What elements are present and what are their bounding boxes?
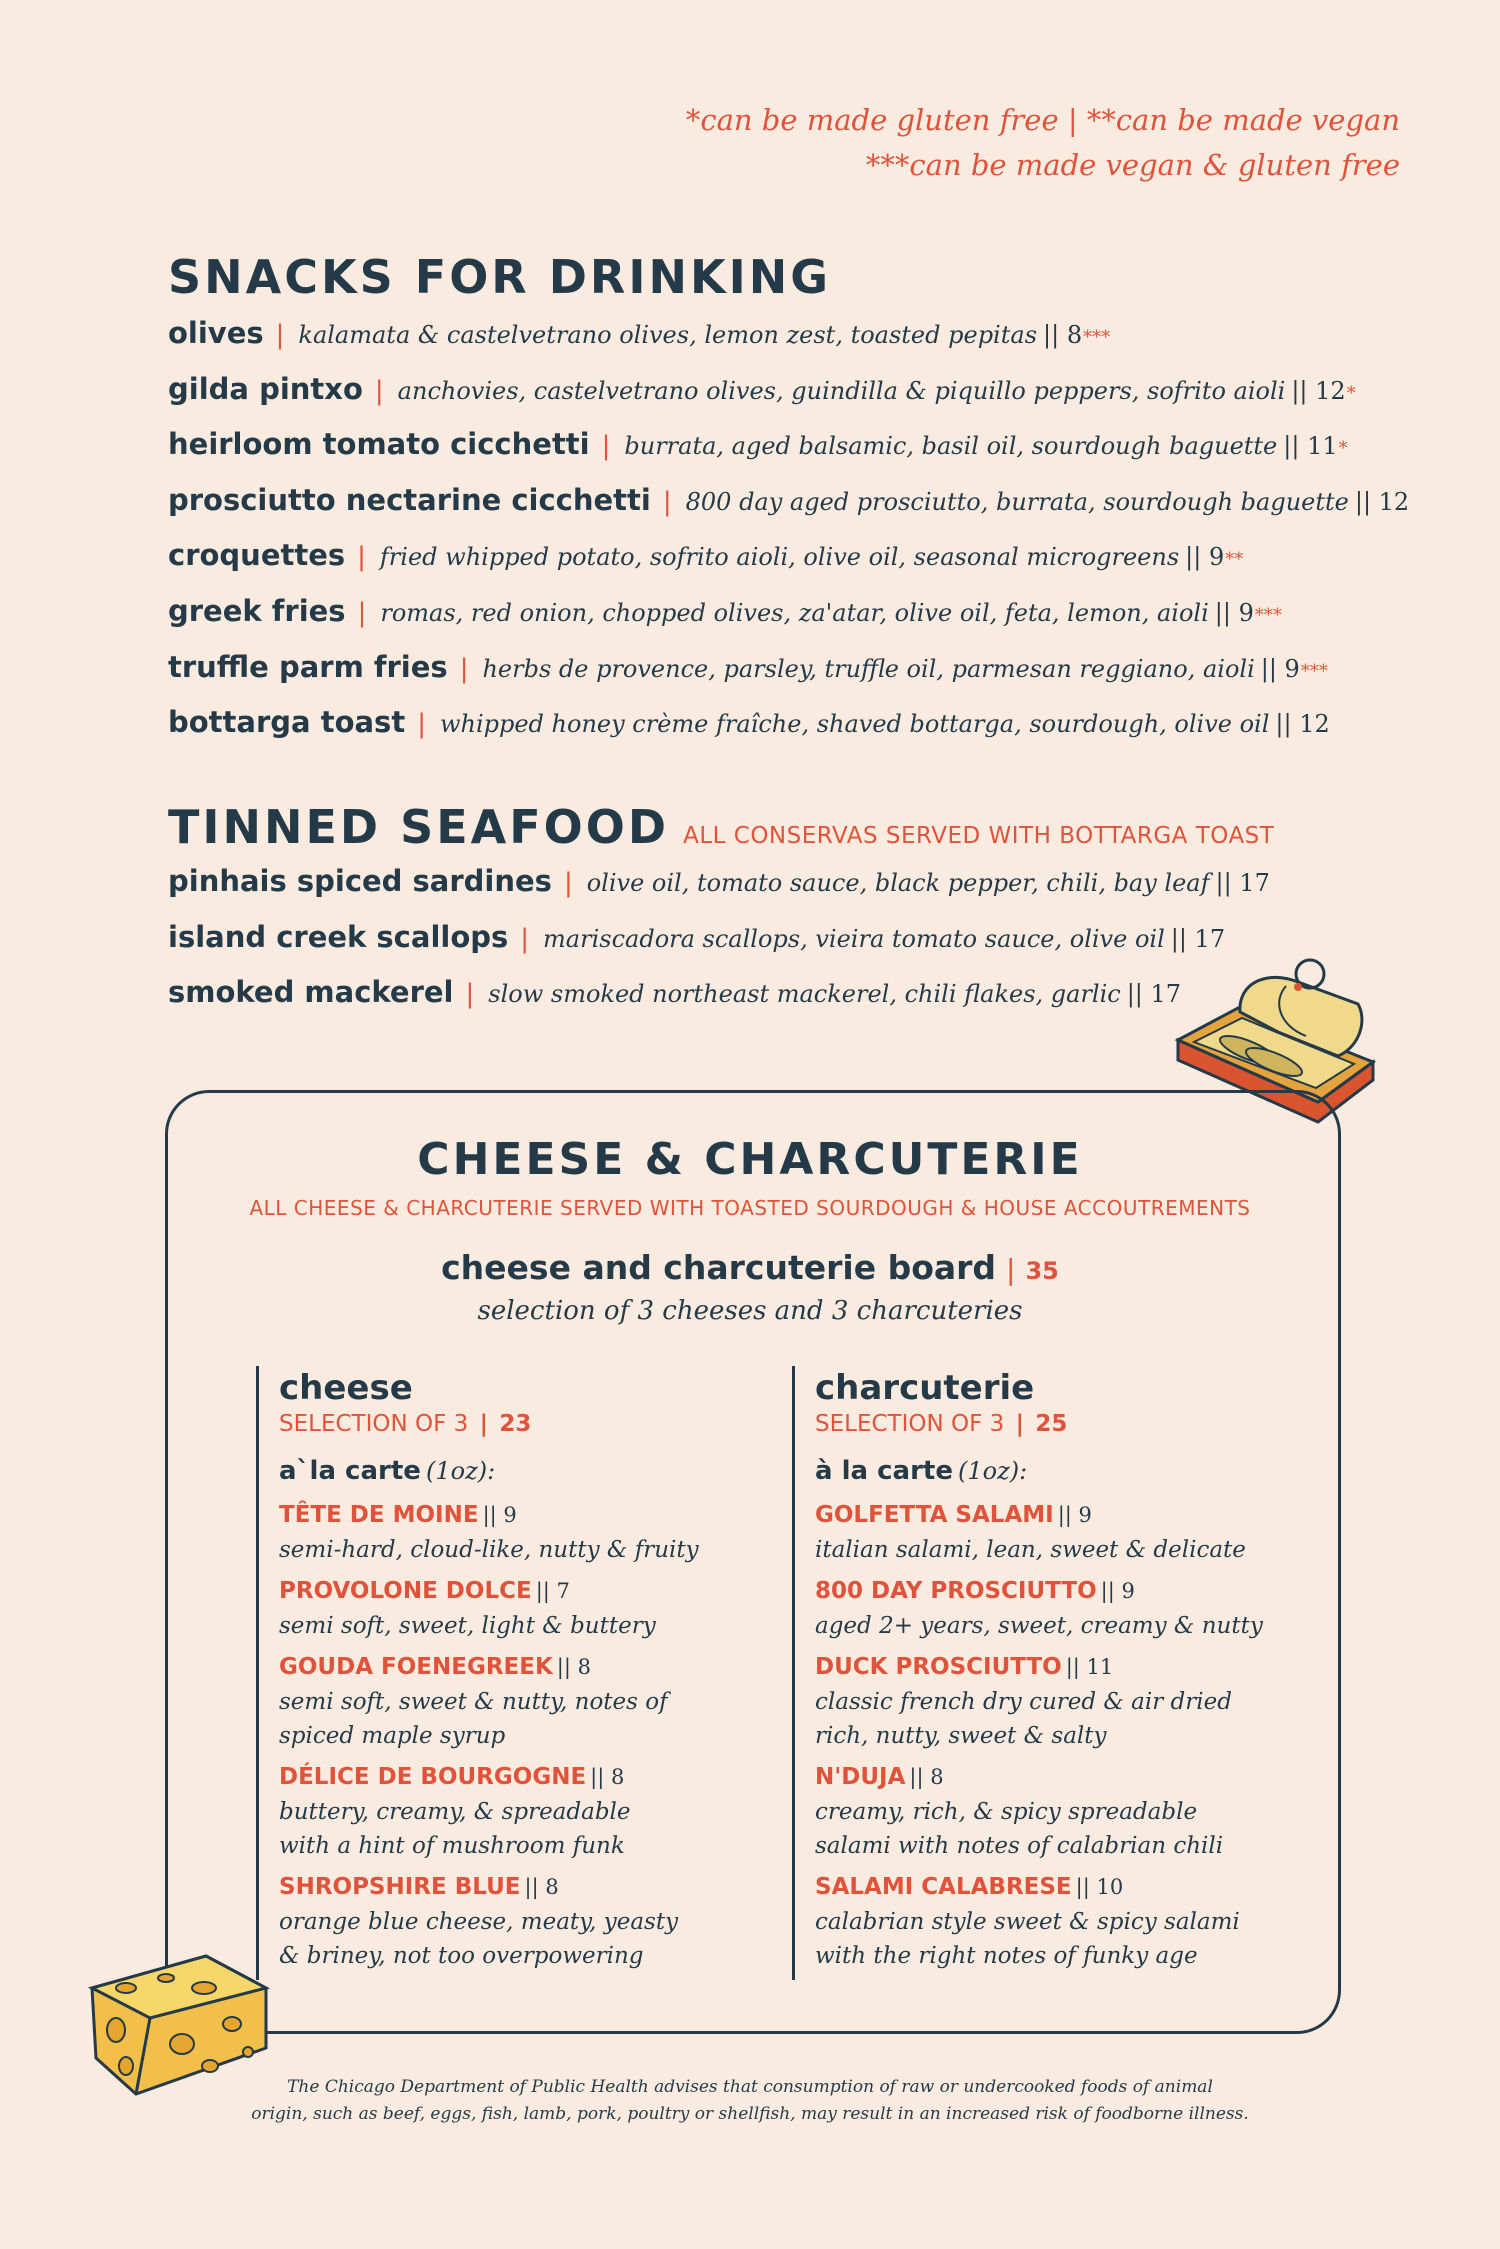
item-separator: | [662, 486, 672, 517]
item-separator: | [357, 597, 367, 628]
item-separator: | [520, 923, 530, 954]
cheese-entry-description: orange blue cheese, meaty, yeasty [279, 1909, 679, 1935]
cheese-entry [279, 1651, 759, 1753]
cheese-entry-name: GOUDA FOENEGREEK [279, 1654, 553, 1680]
snack-item-name: prosciutto nectarine cicchetti [168, 482, 651, 517]
charcuterie-entry-name: N'DUJA [815, 1764, 906, 1790]
health-advisory-line-1: The Chicago Department of Public Health advises that consumption of raw or undercooked foods of animal [287, 2077, 1213, 2097]
snack-item [168, 705, 1428, 761]
charcuterie-entry-head [815, 1651, 1295, 1685]
charcuterie-entry-description-2: rich, nutty, sweet & salty [815, 1723, 1107, 1749]
charcuterie-entry-name: 800 DAY PROSCIUTTO [815, 1578, 1097, 1604]
charcuterie-entry-price: || 11 [1065, 1655, 1114, 1679]
charcuterie-alc-unit: (1oz): [958, 1457, 1028, 1485]
charcuterie-selection-price: 25 [1035, 1411, 1068, 1437]
charcuterie-entry-head [815, 1575, 1295, 1609]
snack-item-price: || 9 [1185, 543, 1225, 572]
charcuterie-entry-description-2: salami with notes of calabrian chili [815, 1833, 1224, 1859]
charcuterie-column-title: charcuterie [815, 1368, 1035, 1408]
charcuterie-list [815, 1499, 1295, 1973]
tinned-item-name: island creek scallops [168, 919, 509, 954]
cheese-entry-head [279, 1761, 759, 1795]
tinned-item-price: || 17 [1126, 980, 1182, 1009]
cheese-entry-price: || 9 [482, 1503, 517, 1527]
charcuterie-entry [815, 1761, 1295, 1863]
board-heading [0, 1248, 1500, 1287]
cheese-entry-name: SHROPSHIRE BLUE [279, 1874, 521, 1900]
tinned-header [168, 798, 1448, 856]
cheese-column-title: cheese [279, 1368, 413, 1408]
snack-item: gilda pintxo | anchovies, castelvetrano olives, guindilla & piquillo peppers, sofrito aioli || 12 * [168, 371, 1356, 406]
charcuterie-entry-price: || 9 [1100, 1579, 1135, 1603]
tinned-subtitle: ALL CONSERVAS SERVED WITH BOTTARGA TOAST [683, 823, 1275, 849]
item-separator: | [417, 709, 426, 740]
charcuterie-entry [815, 1575, 1295, 1643]
tinned-title: TINNED SEAFOOD [168, 800, 670, 854]
cheese-entry [279, 1575, 759, 1643]
charcuterie-entry [815, 1499, 1295, 1567]
charcuterie-entry-head [815, 1871, 1295, 1905]
snack-item-description: anchovies, castelvetrano olives, guindilla & piquillo peppers, sofrito aioli [397, 376, 1286, 405]
tinned-item-price: || 17 [1170, 924, 1226, 953]
cheese-entry-name: PROVOLONE DOLCE [279, 1578, 532, 1604]
cheese-entry-price: || 7 [535, 1579, 570, 1603]
cheese-charcuterie-title: CHEESE & CHARCUTERIE [417, 1134, 1083, 1185]
item-separator: | [357, 542, 366, 573]
snacks-title: SNACKS FOR DRINKING [168, 250, 831, 304]
cheese-entry-price: || 8 [556, 1655, 591, 1679]
cheese-alc-unit: (1oz): [426, 1457, 496, 1485]
snack-item: olives | kalamata & castelvetrano olives, lemon zest, toasted pepitas || 8 *** [168, 316, 1111, 350]
snack-item-description: fried whipped potato, sofrito aioli, olive oil, seasonal microgreens [379, 543, 1180, 572]
cheese-entry-head [279, 1651, 759, 1685]
cheese-entry [279, 1871, 759, 1973]
snack-item-price: || 12 [1291, 376, 1346, 405]
snack-item: croquettes | fried whipped potato, sofrito aioli, olive oil, seasonal microgreens || 9 ** [168, 538, 1244, 573]
snack-item: greek fries | romas, red onion, chopped olives, za'atar, olive oil, feta, lemon, aioli || 9 *** [168, 593, 1282, 628]
charcuterie-entry-price: || 9 [1057, 1503, 1092, 1527]
health-advisory [0, 2074, 1500, 2128]
dietary-notes [686, 98, 1400, 188]
tinned-item-name: smoked mackerel [168, 975, 454, 1010]
cheese-entry [279, 1761, 759, 1863]
snack-item-name: greek fries [168, 593, 346, 628]
charcuterie-entry-head [815, 1761, 1295, 1795]
tinned-item-description: slow smoked northeast mackerel, chili flakes, garlic [488, 980, 1121, 1009]
board-description: selection of 3 cheeses and 3 charcuteries [477, 1296, 1023, 1326]
board-name: cheese and charcuterie board [441, 1248, 997, 1287]
snacks-section [168, 248, 1428, 761]
cheese-entry-description: semi soft, sweet & nutty, notes of [279, 1689, 668, 1715]
charcuterie-entry-description: creamy, rich, & spicy spreadable [815, 1799, 1198, 1825]
cheese-entry-head [279, 1499, 759, 1533]
cheese-list [279, 1499, 759, 1973]
snack-item: heirloom tomato cicchetti | burrata, aged balsamic, basil oil, sourdough baguette || 11 * [168, 427, 1348, 462]
cheese-selection-label: SELECTION OF 3 [279, 1411, 469, 1437]
charcuterie-column [792, 1366, 1295, 1980]
snack-item-price: || 8 [1043, 321, 1083, 349]
dietary-note-line-2: ***can be made vegan & gluten free [865, 148, 1400, 182]
snack-item-price: || 9 [1260, 654, 1300, 683]
charcuterie-entry-description-2: with the right notes of funky age [815, 1943, 1198, 1969]
tinned-item-price: || 17 [1215, 869, 1270, 897]
charcuterie-entry-price: || 10 [1075, 1875, 1124, 1899]
cheese-alc-label: a`la carte [279, 1456, 421, 1486]
cheese-entry-name: DÉLICE DE BOURGOGNE [279, 1764, 587, 1790]
charcuterie-entry [815, 1871, 1295, 1973]
board-separator: | [1006, 1253, 1016, 1286]
charcuterie-entry-description: italian salami, lean, sweet & delicate [815, 1537, 1246, 1563]
dietary-note-line-1: *can be made gluten free | **can be made vegan [685, 103, 1400, 137]
item-separator: | [374, 375, 384, 406]
charcuterie-alc-label: à la carte [815, 1456, 953, 1486]
snack-item-price: || 9 [1214, 598, 1254, 627]
snack-item-price: || 11 [1283, 432, 1338, 461]
snack-item-name: truffle parm fries [168, 649, 448, 684]
tinned-item-description: mariscadora scallops, vieira tomato sauce, olive oil [543, 924, 1165, 953]
tinned-item [168, 864, 1448, 920]
charcuterie-entry-description: calabrian style sweet & spicy salami [815, 1909, 1240, 1935]
charcuterie-entry-price: || 8 [909, 1765, 944, 1789]
board-price: 35 [1025, 1257, 1059, 1285]
cheese-entry-description-2: & briney, not too overpowering [279, 1943, 644, 1969]
cheese-entry-name: TÊTE DE MOINE [279, 1502, 479, 1528]
snack-item-name: croquettes [168, 538, 346, 573]
cheese-entry [279, 1499, 759, 1567]
tinned-item-description: olive oil, tomato sauce, black pepper, chili, bay leaf [586, 869, 1210, 897]
charcuterie-entry-name: SALAMI CALABRESE [815, 1874, 1072, 1900]
charcuterie-entry-name: DUCK PROSCIUTTO [815, 1654, 1062, 1680]
cheese-entry-description: semi-hard, cloud-like, nutty & fruity [279, 1537, 699, 1563]
health-advisory-line-2: origin, such as beef, eggs, fish, lamb, pork, poultry or shellfish, may result in an increased risk of foodborne illness. [251, 2104, 1249, 2124]
snack-item-description: kalamata & castelvetrano olives, lemon zest, toasted pepitas [298, 321, 1038, 349]
charcuterie-entry-description: classic french dry cured & air dried [815, 1689, 1232, 1715]
snack-item-name: gilda pintxo [168, 371, 363, 406]
snack-item-name: bottarga toast [168, 705, 406, 740]
snack-item-description: herbs de provence, parsley, truffle oil, parmesan reggiano, aioli [482, 654, 1255, 683]
charcuterie-entry-head [815, 1499, 1295, 1533]
charcuterie-entry-description: aged 2+ years, sweet, creamy & nutty [815, 1613, 1263, 1639]
charcuterie-a-la-carte [815, 1454, 1295, 1491]
snack-item-price: || 12 [1354, 487, 1410, 516]
snack-item-price: || 12 [1275, 710, 1330, 739]
charcuterie-entry [815, 1651, 1295, 1753]
snack-item-description: whipped honey crème fraîche, shaved bottarga, sourdough, olive oil [439, 710, 1270, 739]
item-separator: | [601, 431, 611, 462]
cheese-entry-price: || 8 [590, 1765, 625, 1789]
tinned-item-name: pinhais spiced sardines [168, 864, 552, 898]
snacks-list [168, 316, 1428, 761]
cheese-entry-description-2: spiced maple syrup [279, 1723, 506, 1749]
cheese-selection: SELECTION OF 3 | 23 [279, 1411, 532, 1437]
cheese-entry-description: buttery, creamy, & spreadable [279, 1799, 631, 1825]
charcuterie-entry-name: GOLFETTA SALAMI [815, 1502, 1054, 1528]
item-separator: | [275, 320, 285, 350]
cheese-column [256, 1366, 759, 1980]
snack-item-description: burrata, aged balsamic, basil oil, sourdough baguette [624, 432, 1278, 461]
charcuterie-selection-label: SELECTION OF 3 [815, 1411, 1005, 1437]
snack-item-description: romas, red onion, chopped olives, za'atar, olive oil, feta, lemon, aioli [380, 598, 1209, 627]
cheese-entry-head [279, 1575, 759, 1609]
charcuterie-selection: SELECTION OF 3 | 25 [815, 1411, 1068, 1437]
cheese-entry-description: semi soft, sweet, light & buttery [279, 1613, 656, 1639]
snack-item-description: 800 day aged prosciutto, burrata, sourdough baguette [685, 487, 1349, 516]
cheese-entry-description-2: with a hint of mushroom funk [279, 1833, 625, 1859]
snack-item-name: heirloom tomato cicchetti [168, 427, 590, 462]
cheese-a-la-carte [279, 1454, 759, 1491]
snack-item [168, 483, 1428, 539]
cheese-entry-head [279, 1871, 759, 1905]
cheese-selection-price: 23 [499, 1411, 532, 1437]
snack-item: truffle parm fries | herbs de provence, parsley, truffle oil, parmesan reggiano, aioli || 9 *** [168, 649, 1328, 684]
snack-item-name: olives [168, 316, 264, 350]
cheese-charcuterie-subtitle: ALL CHEESE & CHARCUTERIE SERVED WITH TOASTED SOURDOUGH & HOUSE ACCOUTREMENTS [249, 1196, 1251, 1220]
item-separator: | [563, 868, 573, 898]
cheese-entry-price: || 8 [524, 1875, 559, 1899]
item-separator: | [459, 653, 469, 684]
item-separator: | [465, 979, 475, 1010]
